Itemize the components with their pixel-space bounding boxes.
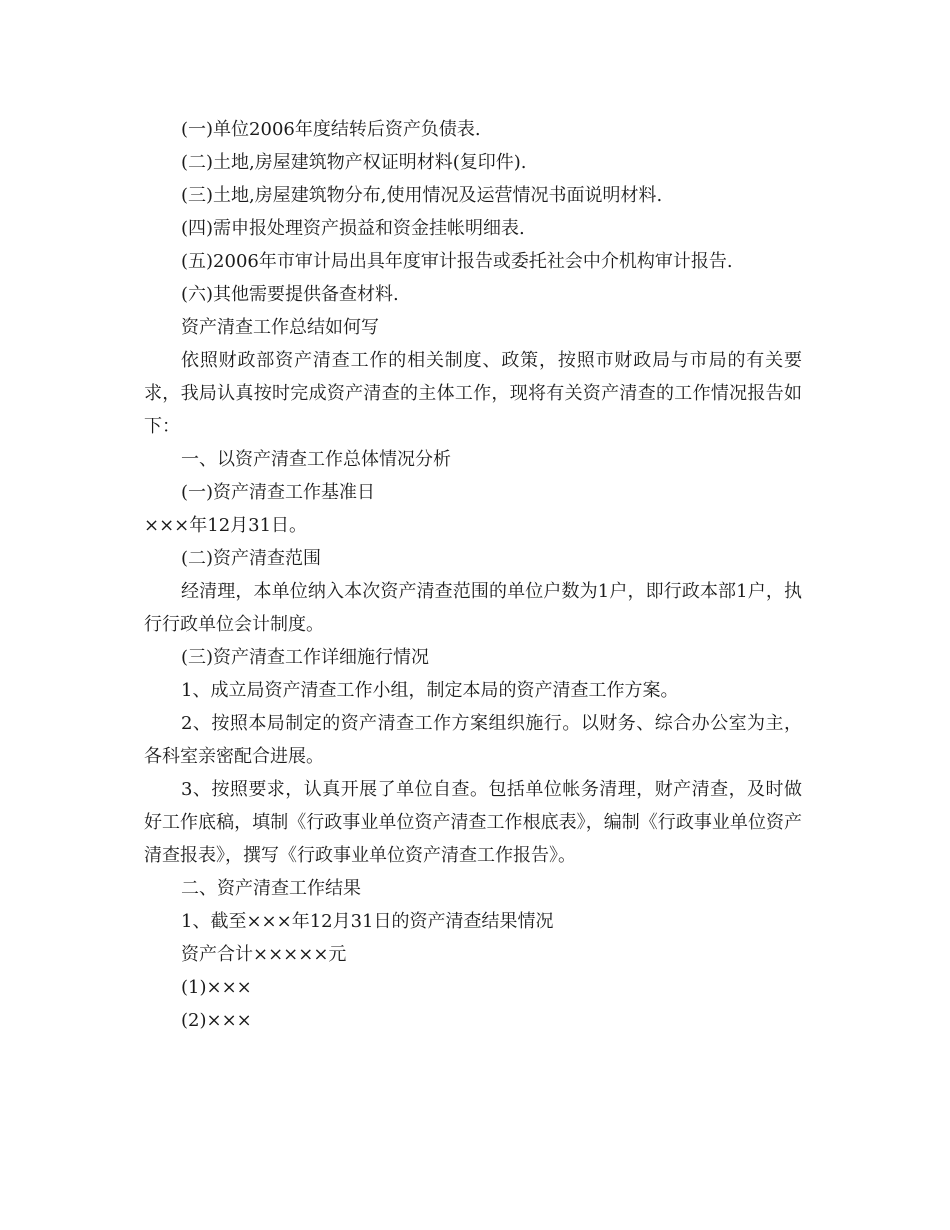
assets-total: 资产合计×××××元: [181, 944, 347, 965]
implementation-item-3: 3、按照要求，认真开展了单位自查。包括单位帐务清理，财产清查，及时做好工作底稿，填制《行政事业单位资产清查工作根底表》，编制《行政事业单位资产清查报表》，撰写《行政事业单位资产清查工作报告》。: [144, 779, 802, 866]
section-heading-overview: 一、以资产清查工作总体情况分析: [181, 449, 451, 470]
subheading-base-date: (一)资产清查工作基准日: [181, 482, 376, 503]
implementation-item-1: 1、成立局资产清查工作小组，制定本局的资产清查工作方案。: [181, 680, 679, 701]
section-heading-summary: 资产清查工作总结如何写: [181, 317, 379, 338]
section-heading-results: 二、资产清查工作结果: [181, 878, 361, 899]
implementation-item-2: 2、按照本局制定的资产清查工作方案组织施行。以财务、综合办公室为主，各科室亲密配合进展。: [144, 713, 802, 767]
intro-paragraph: 依照财政部资产清查工作的相关制度、政策，按照市财政局与市局的有关要求，我局认真按时完成资产清查的主体工作，现将有关资产清查的工作情况报告如下：: [144, 350, 802, 437]
paragraph-item-1: (一)单位2006年度结转后资产负债表.: [181, 119, 481, 140]
assets-subitem-2: (2)×××: [181, 1010, 252, 1031]
paragraph-item-4: (四)需申报处理资产损益和资金挂帐明细表.: [181, 218, 525, 239]
paragraph-item-6: (六)其他需要提供备查材料.: [181, 284, 399, 305]
results-item-1: 1、截至×××年12月31日的资产清查结果情况: [181, 911, 554, 932]
document-body: [144, 113, 802, 1037]
paragraph-item-5: (五)2006年市审计局出具年度审计报告或委托社会中介机构审计报告.: [181, 251, 733, 272]
scope-paragraph: 经清理，本单位纳入本次资产清查范围的单位户数为1户，即行政本部1户，执行行政单位会计制度。: [144, 581, 802, 635]
subheading-implementation: (三)资产清查工作详细施行情况: [181, 647, 430, 668]
base-date-value: ×××年12月31日。: [144, 515, 308, 536]
paragraph-item-2: (二)土地,房屋建筑物产权证明材料(复印件).: [181, 152, 527, 173]
subheading-scope: (二)资产清查范围: [181, 548, 322, 569]
paragraph-item-3: (三)土地,房屋建筑物分布,使用情况及运营情况书面说明材料.: [181, 185, 663, 206]
assets-subitem-1: (1)×××: [181, 977, 252, 998]
